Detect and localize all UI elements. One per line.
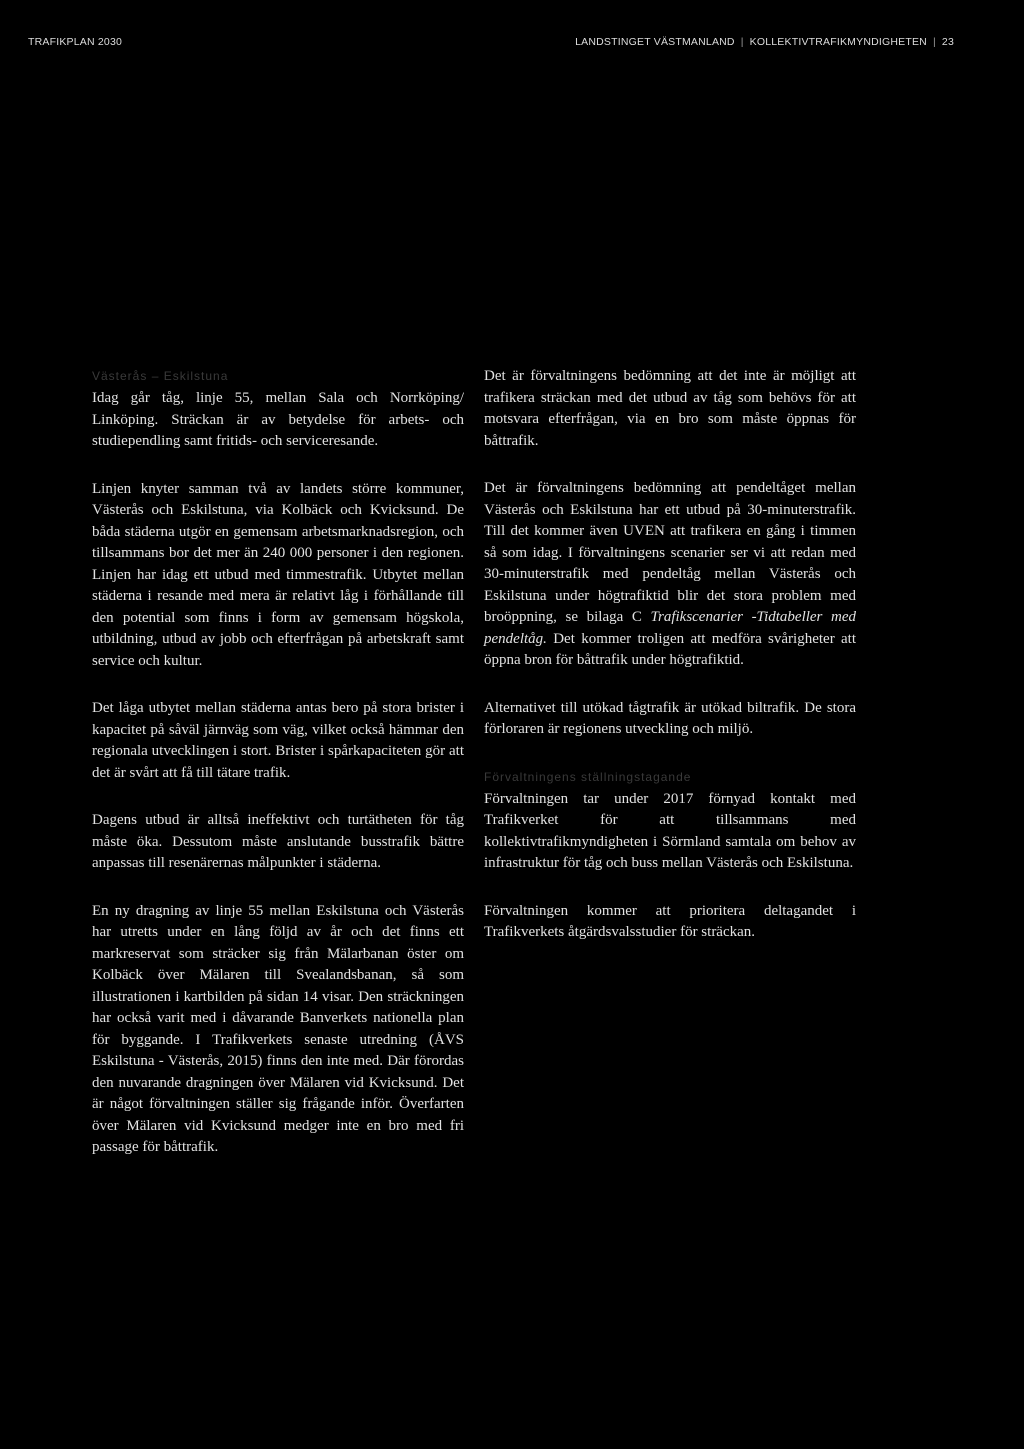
header-separator: | xyxy=(932,36,936,48)
department-name: KOLLEKTIVTRAFIKMYNDIGHETEN xyxy=(749,36,927,48)
paragraph: Idag går tåg, linje 55, mellan Sala och Norrköping/ Linköping. Sträckan är av betydelse för arbets- och studiependling samt fritids- och serviceresande. xyxy=(92,390,464,449)
paragraph-text: Det är förvaltningens bedömning att pendeltåget mellan Västerås och Eskilstuna har ett utbud på 30-minuterstrafik. Till det kommer även UVEN att trafikera en gång i timmen så som idag. I förvaltningens scenarier ser vi att redan med 30-minuterstrafik med pendeltåg mellan Västerås och Eskilstuna under högtrafiktid blir det stora problem med broöppning, se bilaga C xyxy=(484,480,856,625)
paragraph: Det låga utbytet mellan städerna antas bero på stora brister i kapacitet på såväl järnväg som väg, vilket också hämmar den regionala utvecklingen i stort. Brister i spårkapaciteten gör att det är svårt att få till tätare trafik. xyxy=(92,700,464,781)
header-right xyxy=(575,36,954,48)
header-separator: | xyxy=(740,36,744,48)
section-heading: Västerås – Eskilstuna xyxy=(92,369,229,383)
document-title: TRAFIKPLAN 2030 xyxy=(28,36,123,48)
paragraph xyxy=(484,478,856,672)
page-header xyxy=(28,36,954,52)
page-number: 23 xyxy=(941,36,954,48)
paragraph: Förvaltningen tar under 2017 förnyad kontakt med Trafikverket för att tillsammans med kollektivtrafikmyndigheten i Sörmland samtala om behov av infrastruktur för tåg och buss mellan Västerås och Eskilstuna. xyxy=(484,790,856,871)
paragraph: Förvaltningen kommer att prioritera deltagandet i Trafikverkets åtgärdsvalsstudier för sträckan. xyxy=(484,902,856,940)
paragraph-text: Det kommer troligen att medföra svårigheter att öppna bron för båttrafik under högtrafiktid. xyxy=(484,630,856,668)
left-column xyxy=(92,366,464,1185)
paragraph: Dagens utbud är alltså ineffektivt och turtätheten för tåg måste öka. Dessutom måste anslutande busstrafik bättre anpassas till resenärernas målpunkter i städerna. xyxy=(92,812,464,871)
reference-title: Trafikscenarier -Tidtabeller med pendeltåg. xyxy=(484,609,856,647)
paragraph: Alternativet till utökad tågtrafik är utökad biltrafik. De stora förloraren är regionens utveckling och miljö. xyxy=(484,699,856,737)
paragraph: En ny dragning av linje 55 mellan Eskilstuna och Västerås har utretts under en lång följd av år och det finns ett markreservat som sträcker sig från Mälarbanan öster om Kolbäck över Mälaren till Svealandsbanan, så som illustrationen i kartbilden på sidan 14 visar. Den sträckningen har också varit med i dåvarande Banverkets nationella plan för byggande. I Trafikverkets senaste utredning (ÅVS Eskilstuna - Västerås, 2015) finns den inte med. Där förordas den nuvarande dragningen över Mälaren vid Kvicksund. Det är något förvaltningen ställer sig frågande inför. Överfarten över Mälaren vid Kvicksund medger inte en bro med fri passage för båttrafik. xyxy=(92,902,464,1155)
section-heading: Förvaltningens ställningstagande xyxy=(484,769,692,784)
organization-name: LANDSTINGET VÄSTMANLAND xyxy=(575,36,735,48)
paragraph: Linjen knyter samman två av landets större kommuner, Västerås och Eskilstuna, via Kolbäck och Kvicksund. De båda städerna utgör en gemensam arbetsmarknadsregion, och tillsammans bor det mer än 240 000 personer i den regionen. Linjen har idag ett utbud med timmestrafik. Utbytet mellan städerna i resande med mera är relativt låg i förhållande till den potential som finns i form av gemensam högskola, utbildning, utbud av jobb och efterfrågan på arbetskraft samt service och kultur. xyxy=(92,480,464,669)
paragraph: Det är förvaltningens bedömning att det inte är möjligt att trafikera sträckan med det utbud av tåg som behövs för att motsvara efterfrågan, via en bro som måste öppnas för båttrafik. xyxy=(484,368,856,449)
right-column xyxy=(484,366,856,970)
